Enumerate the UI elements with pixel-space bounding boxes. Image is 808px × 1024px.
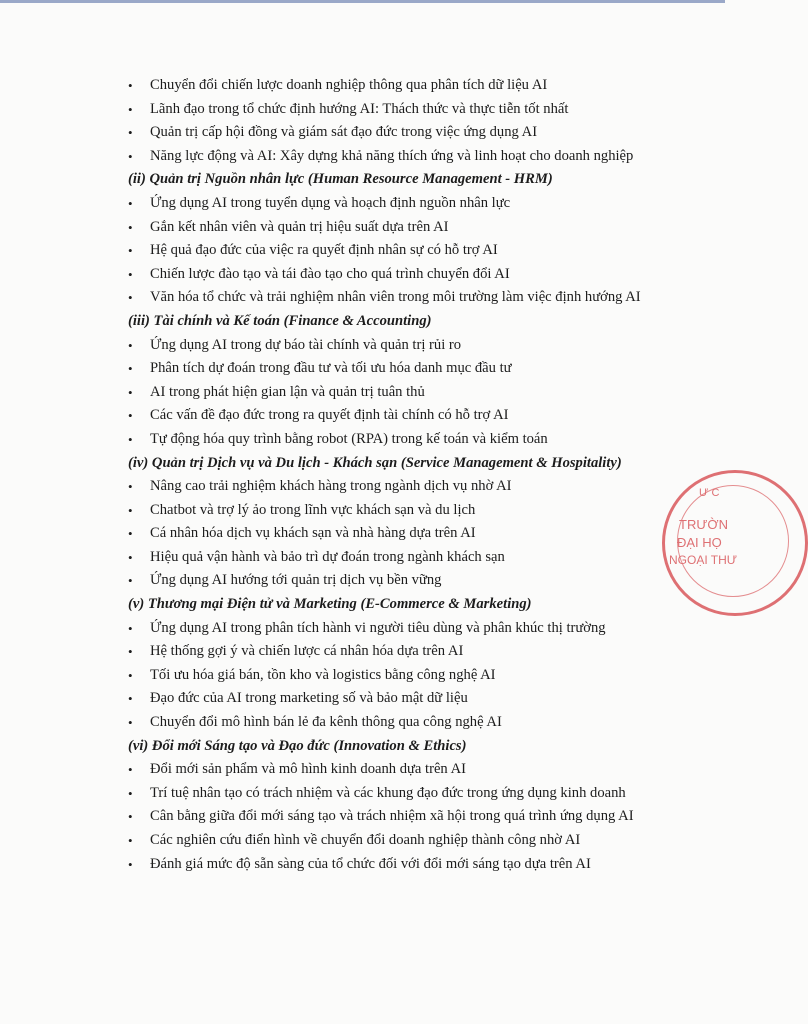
list-item-text: Các vấn đề đạo đức trong ra quyết định tài chính có hỗ trợ AI <box>150 407 509 424</box>
bullet-icon: • <box>128 125 133 141</box>
list-item-text: Ứng dụng AI trong tuyển dụng và hoạch định nguồn nhân lực <box>150 194 511 211</box>
list-item-text: Gắn kết nhân viên và quản trị hiệu suất dựa trên AI <box>150 218 449 235</box>
list-item-text: Nâng cao trải nghiệm khách hàng trong ngành dịch vụ nhờ AI <box>150 478 512 495</box>
bullet-icon: • <box>128 549 133 565</box>
bullet-icon: • <box>128 644 133 660</box>
list-item <box>128 357 668 381</box>
list-item-text: Lãnh đạo trong tổ chức định hướng AI: Thách thức và thực tiễn tốt nhất <box>150 100 569 117</box>
list-item <box>128 239 668 263</box>
stamp-text-line2: ĐẠI HỌ <box>677 535 722 550</box>
list-item <box>128 334 668 358</box>
list-item <box>128 428 668 452</box>
university-seal-stamp <box>662 470 808 616</box>
bullet-icon: • <box>128 715 133 731</box>
list-item-text: Chuyển đổi mô hình bán lẻ đa kênh thông qua công nghệ AI <box>150 714 502 731</box>
list-item <box>128 711 668 735</box>
section-heading: (vi) Đổi mới Sáng tạo và Đạo đức (Innovation & Ethics) <box>128 737 467 754</box>
list-item-text: Năng lực động và AI: Xây dựng khả năng thích ứng và linh hoạt cho doanh nghiệp <box>150 147 634 164</box>
list-item <box>128 664 668 688</box>
list-item <box>128 805 668 829</box>
list-item-text: Chatbot và trợ lý ảo trong lĩnh vực khách sạn và du lịch <box>150 501 476 518</box>
bullet-icon: • <box>128 148 133 164</box>
bullet-icon: • <box>128 337 133 353</box>
list-item-text: Đổi mới sản phẩm và mô hình kinh doanh dựa trên AI <box>150 761 466 778</box>
list-item <box>128 286 668 310</box>
list-item-text: Đạo đức của AI trong marketing số và bảo mật dữ liệu <box>150 690 468 707</box>
section-heading: (iii) Tài chính và Kế toán (Finance & Accounting) <box>128 312 432 329</box>
bullet-icon: • <box>128 384 133 400</box>
list-item <box>128 98 668 122</box>
bullet-icon: • <box>128 101 133 117</box>
list-item <box>128 522 668 546</box>
list-item-text: Đánh giá mức độ sẵn sàng của tổ chức đối với đổi mới sáng tạo dựa trên AI <box>150 855 591 872</box>
bullet-icon: • <box>128 195 133 211</box>
bullet-icon: • <box>128 856 133 872</box>
bullet-icon: • <box>128 266 133 282</box>
bullet-icon: • <box>128 809 133 825</box>
bullet-icon: • <box>128 691 133 707</box>
list-item-text: Phân tích dự đoán trong đầu tư và tối ưu hóa danh mục đầu tư <box>150 360 512 377</box>
list-item-text: Ứng dụng AI trong dự báo tài chính và quản trị rủi ro <box>150 336 462 353</box>
list-item-text: Ứng dụng AI trong phân tích hành vi người tiêu dùng và phân khúc thị trường <box>150 619 606 636</box>
bullet-icon: • <box>128 431 133 447</box>
list-item-text: Hiệu quả vận hành và bảo trì dự đoán trong ngành khách sạn <box>150 548 505 565</box>
list-item-text: Trí tuệ nhân tạo có trách nhiệm và các khung đạo đức trong ứng dụng kinh doanh <box>150 784 626 801</box>
list-item <box>128 145 668 169</box>
list-item-text: Chuyển đổi chiến lược doanh nghiệp thông qua phân tích dữ liệu AI <box>150 77 548 93</box>
list-item <box>128 192 668 216</box>
bullet-icon: • <box>128 78 133 93</box>
section-heading: (iv) Quản trị Dịch vụ và Du lịch - Khách sạn (Service Management & Hospitality) <box>128 454 622 471</box>
list-item-text: Chiến lược đào tạo và tái đào tạo cho quá trình chuyển đổi AI <box>150 265 510 282</box>
list-item-text: Văn hóa tổ chức và trải nghiệm nhân viên trong môi trường làm việc định hướng AI <box>150 289 641 306</box>
list-item <box>128 404 668 428</box>
list-item <box>128 121 668 145</box>
list-item <box>128 687 668 711</box>
bullet-icon: • <box>128 573 133 589</box>
bullet-icon: • <box>128 526 133 542</box>
list-item <box>128 499 668 523</box>
document-body <box>128 74 668 876</box>
bullet-icon: • <box>128 408 133 424</box>
list-item <box>128 782 668 806</box>
list-item <box>128 640 668 664</box>
list-item-text: Cân bằng giữa đổi mới sáng tạo và trách nhiệm xã hội trong quá trình ứng dụng AI <box>150 808 634 825</box>
list-item-text: Cá nhân hóa dịch vụ khách sạn và nhà hàng dựa trên AI <box>150 525 476 542</box>
bullet-icon: • <box>128 667 133 683</box>
bullet-icon: • <box>128 219 133 235</box>
list-item <box>128 475 668 499</box>
top-border-line <box>0 0 725 3</box>
bullet-icon: • <box>128 290 133 306</box>
stamp-text-line1: TRƯỜN <box>679 517 728 532</box>
list-item-text: Tối ưu hóa giá bán, tồn kho và logistics bằng công nghệ AI <box>150 666 496 683</box>
list-item <box>128 758 668 782</box>
section-heading: (v) Thương mại Điện tử và Marketing (E-Commerce & Marketing) <box>128 596 532 613</box>
list-item-text: Tự động hóa quy trình bằng robot (RPA) trong kế toán và kiểm toán <box>150 430 548 447</box>
list-item <box>128 381 668 405</box>
bullet-icon: • <box>128 785 133 801</box>
bullet-icon: • <box>128 243 133 259</box>
list-item-text: Ứng dụng AI hướng tới quản trị dịch vụ bền vững <box>150 572 442 589</box>
list-item <box>128 853 668 877</box>
stamp-text-arc: Ư C <box>699 487 720 499</box>
list-item <box>128 74 668 98</box>
list-item <box>128 569 668 593</box>
list-item <box>128 546 668 570</box>
list-item-text: AI trong phát hiện gian lận và quản trị tuân thủ <box>150 383 425 400</box>
bullet-icon: • <box>128 762 133 778</box>
list-item <box>128 829 668 853</box>
list-item-text: Các nghiên cứu điển hình về chuyển đổi doanh nghiệp thành công nhờ AI <box>150 832 581 848</box>
list-item-text: Hệ quả đạo đức của việc ra quyết định nhân sự có hỗ trợ AI <box>150 242 498 259</box>
list-item <box>128 617 668 641</box>
stamp-text-line3: NGOẠI THƯ <box>669 553 738 567</box>
bullet-icon: • <box>128 479 133 495</box>
list-item <box>128 216 668 240</box>
section-heading: (ii) Quản trị Nguồn nhân lực (Human Resource Management - HRM) <box>128 171 553 188</box>
list-item-text: Quản trị cấp hội đồng và giám sát đạo đức trong việc ứng dụng AI <box>150 124 538 141</box>
bullet-icon: • <box>128 620 133 636</box>
bullet-icon: • <box>128 361 133 377</box>
list-item <box>128 263 668 287</box>
list-item-text: Hệ thống gợi ý và chiến lược cá nhân hóa dựa trên AI <box>150 643 464 660</box>
bullet-icon: • <box>128 833 133 848</box>
bullet-icon: • <box>128 502 133 518</box>
